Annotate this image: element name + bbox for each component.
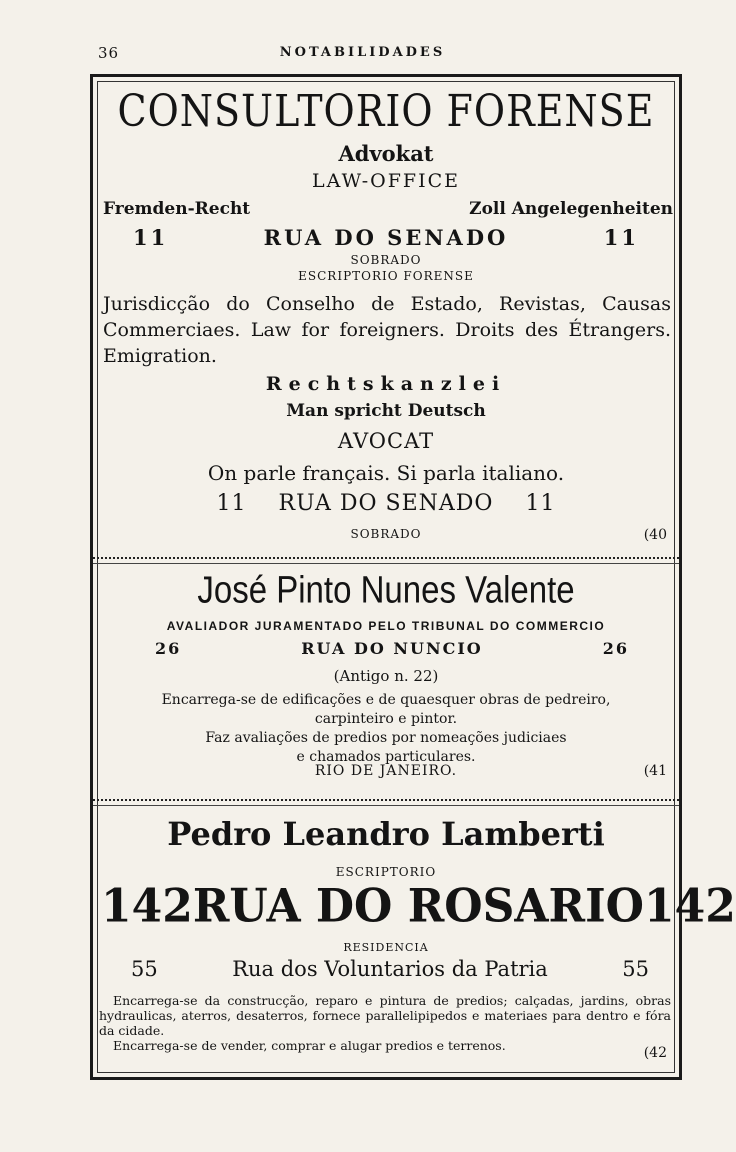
ad-address (133, 225, 639, 250)
ad-city: RIO DE JANEIRO. (314, 763, 458, 779)
address-street: RUA DO ROSARIO (192, 879, 644, 934)
address-street: RUA DO SENADO (263, 225, 509, 250)
address-number: 11 (525, 491, 556, 516)
ad-sobrado-secondary: SOBRADO (350, 527, 422, 541)
body-paragraph: Encarrega-se da construcção, reparo e pintura de predios; calçadas, jardins, obras hydraulicas, aterros, desaterros, fornece parallelipipedos e materiaes para dentro e fóra da cidade. (99, 993, 671, 1038)
ad-escriptorio: ESCRIPTORIO FORENSE (298, 269, 474, 283)
ad-man-spricht: Man spricht Deutsch (286, 401, 486, 421)
body-line: Encarrega-se de edificações e de quaesquer obras de pedreiro, (161, 692, 611, 708)
ad-subtitle: AVALIADOR JURAMENTADO PELO TRIBUNAL DO COMMERCIO (166, 619, 606, 633)
ad-pedro-lamberti (93, 805, 736, 1083)
address-number: 11 (603, 225, 639, 250)
body-paragraph: Encarrega-se de vender, comprar e alugar predios e terrenos. (113, 1038, 506, 1053)
ad-tags-row (103, 199, 673, 219)
address-number: 11 (216, 491, 247, 516)
ad-number: (42 (643, 1045, 667, 1061)
ad-left-tag: Fremden-Recht (103, 199, 251, 219)
ad-avocat: AVOCAT (337, 429, 435, 453)
ad-address (155, 639, 629, 658)
address-number: 142 (101, 879, 193, 934)
body-line: Faz avaliações de predios por nomeações judiciaes (205, 730, 567, 746)
address-number: 142 (644, 879, 736, 934)
ad-escriptorio: ESCRIPTORIO (335, 865, 437, 879)
ad-address-residence (131, 957, 649, 981)
ad-jose-pinto (93, 563, 679, 789)
ad-advokat: Advokat (338, 141, 434, 166)
advertisement-frame (90, 74, 736, 1080)
address-number: 11 (133, 225, 169, 250)
ad-languages: On parle français. Si parla italiano. (207, 461, 565, 485)
body-line: e chamados particulares. (296, 749, 476, 765)
page-number: 36 (98, 44, 120, 62)
ad-name: Pedro Leandro Lamberti (167, 815, 605, 853)
ad-address (101, 879, 736, 934)
ad-address-secondary (93, 491, 679, 516)
address-street: Rua dos Voluntarios da Patria (232, 957, 548, 981)
address-number: 55 (131, 957, 158, 981)
ad-law-office: LAW-OFFICE (312, 170, 460, 192)
ad-sobrado: SOBRADO (350, 253, 422, 267)
address-street: RUA DO NUNCIO (301, 639, 483, 658)
ad-residencia: RESIDENCIA (343, 941, 429, 954)
ad-consultorio-forense (93, 77, 679, 563)
address-number: 26 (155, 639, 182, 658)
address-number: 55 (622, 957, 649, 981)
ad-name: José Pinto Nunes Valente (197, 568, 575, 611)
running-title: NOTABILIDADES (279, 45, 446, 60)
ad-number: (41 (643, 763, 667, 779)
address-street: RUA DO SENADO (278, 491, 494, 516)
ad-body-text (107, 691, 665, 767)
ad-number: (40 (643, 527, 667, 543)
address-number: 26 (602, 639, 629, 658)
ad-old-number: (Antigo n. 22) (333, 667, 439, 685)
ad-rechtskanzlei: Rechtskanzlei (265, 373, 507, 395)
body-line: carpinteiro e pintor. (314, 711, 458, 727)
ad-right-tag: Zoll Angelegenheiten (469, 199, 673, 219)
ad-body-text: Jurisdicção do Conselho de Estado, Revistas, Causas Commerciaes. Law for foreigners. Droits des Étrangers. Emigration. (103, 293, 671, 367)
ad-title: CONSULTORIO FORENSE (117, 85, 655, 137)
ad-body-text (99, 993, 671, 1053)
